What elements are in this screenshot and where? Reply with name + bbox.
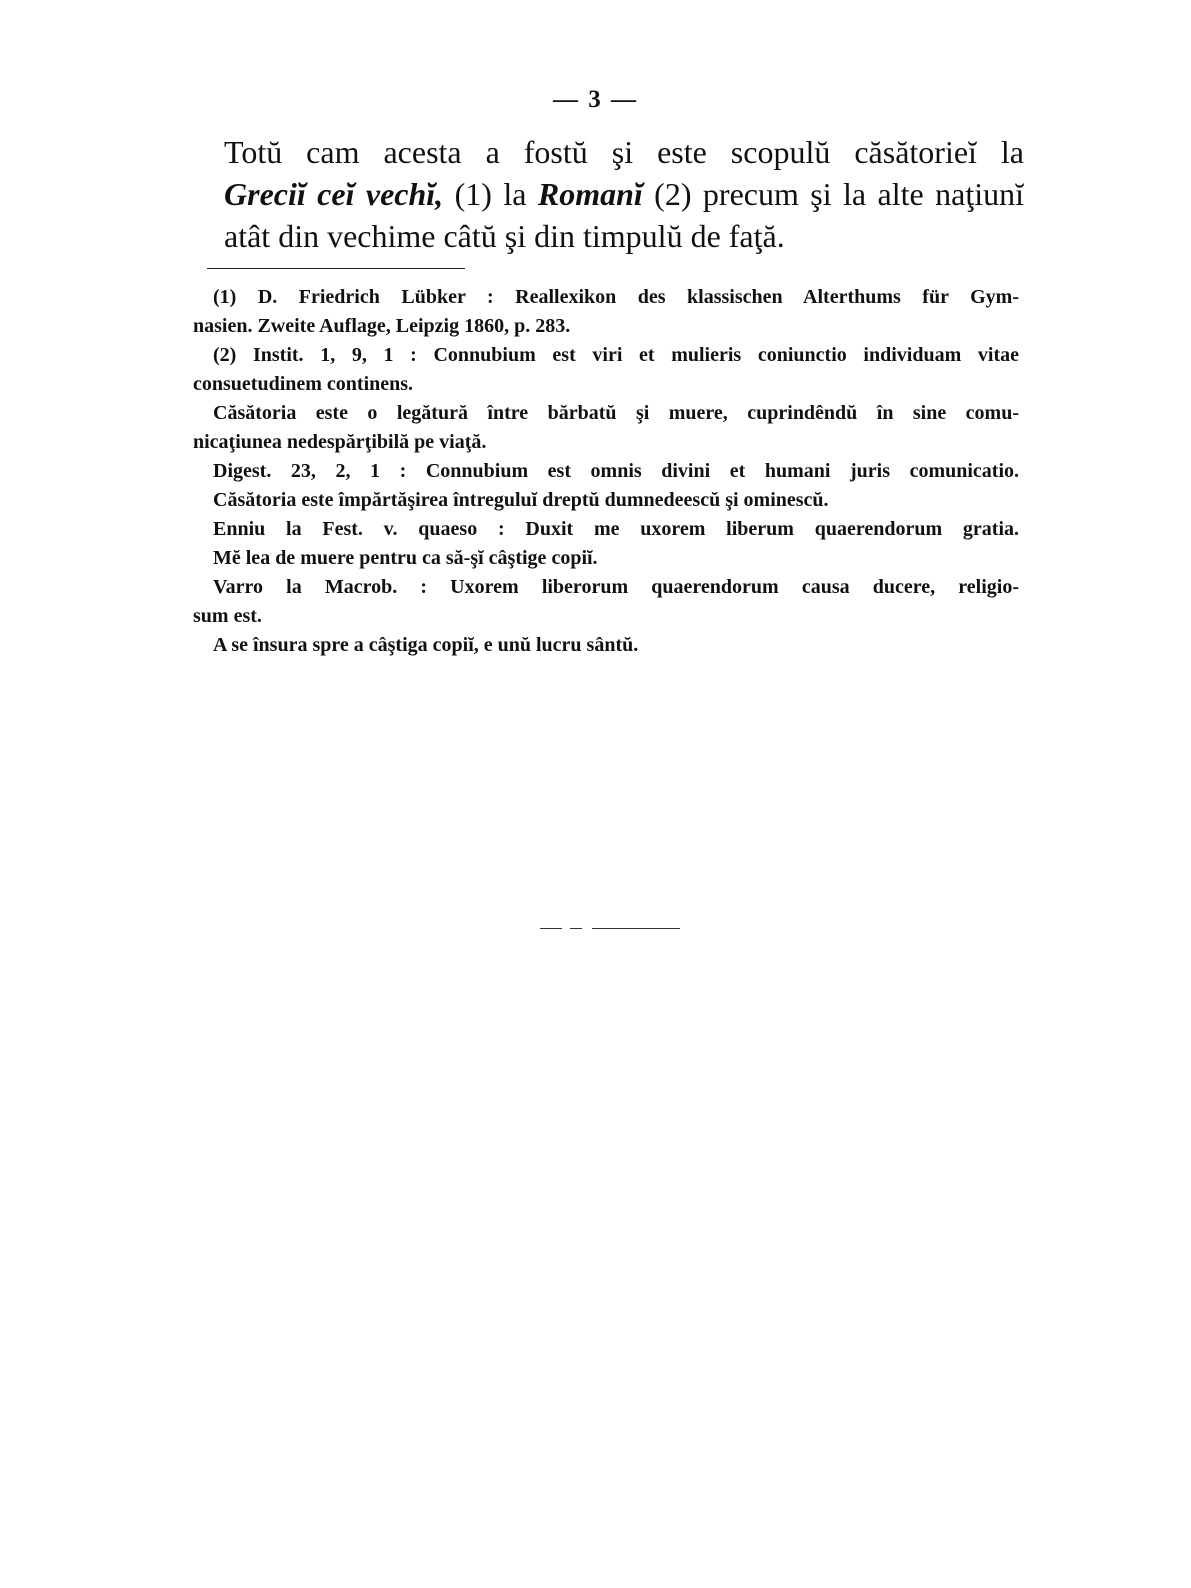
footnote-ref-2-text: (2) precum şi la alte naţiunĭ	[642, 176, 1025, 212]
footnote-1	[193, 283, 1019, 341]
footnote-2	[193, 341, 1019, 399]
paragraph-line-1: Totŭ cam acesta a fostŭ şi este scopulŭ căsătorieĭ la	[224, 134, 1024, 170]
footnote-2-line-2: consuetudinem continens.	[193, 373, 414, 395]
footnote-varro	[193, 573, 1019, 631]
translation-3-line: Mĕ lea de muere pentru ca să-şĭ câştige copiĭ.	[213, 547, 598, 569]
footnote-2-line-1: (2) Instit. 1, 9, 1 : Connubium est viri et mulieris coniunctio individuam vitae	[213, 344, 1019, 366]
ennius-line: Enniu la Fest. v. quaeso : Duxit me uxorem liberum quaerendorum gratia.	[213, 518, 1019, 540]
main-paragraph	[224, 131, 1024, 257]
footnote-digest	[213, 457, 1019, 486]
footnote-translation-1	[193, 399, 1019, 457]
translation-1-line-2: nicaţiunea nedespărţibilă pe viaţă.	[193, 431, 487, 453]
footnote-1-line-1: (1) D. Friedrich Lübker : Reallexikon des klassischen Alterthums für Gym-	[213, 286, 1019, 308]
footnote-translation-4	[213, 631, 1019, 660]
varro-line-1: Varro la Macrob. : Uxorem liberorum quaerendorum causa ducere, religio-	[213, 576, 1019, 598]
end-rule-dash-1	[540, 928, 562, 929]
footnotes	[193, 283, 1019, 660]
paragraph-line-3: atât din vechime câtŭ şi din timpulŭ de faţă.	[224, 218, 785, 254]
end-rule-dash-3	[592, 928, 680, 929]
footnote-separator	[207, 268, 465, 269]
footnote-translation-2	[213, 486, 1019, 515]
footnote-ennius	[213, 515, 1019, 544]
varro-line-2: sum est.	[193, 605, 262, 627]
paragraph-line-2	[224, 173, 1024, 215]
page-number: — 3 —	[553, 86, 638, 113]
translation-4-line: A se însura spre a câştiga copiĭ, e unŭ lucru sântŭ.	[213, 634, 639, 656]
italic-romans: Romanĭ	[537, 176, 643, 212]
translation-1-line-1: Căsătoria este o legătură între bărbatŭ şi muere, cuprindêndŭ în sine comu-	[213, 402, 1019, 424]
footnote-ref-1-text: (1) la	[443, 176, 538, 212]
footnote-translation-3	[213, 544, 1019, 573]
footnote-1-line-2: nasien. Zweite Auflage, Leipzig 1860, p. 283.	[193, 315, 571, 337]
translation-2-line: Căsătoria este împărtăşirea întreguluĭ dreptŭ dumnedeescŭ şi ominescŭ.	[213, 489, 829, 511]
end-rule-dash-2	[570, 928, 582, 929]
digest-line: Digest. 23, 2, 1 : Connubium est omnis divini et humani juris comunicatio.	[213, 460, 1019, 482]
italic-greek-ancients: Greciĭ ceĭ vechĭ,	[224, 176, 444, 212]
end-of-text-rule	[540, 928, 680, 932]
